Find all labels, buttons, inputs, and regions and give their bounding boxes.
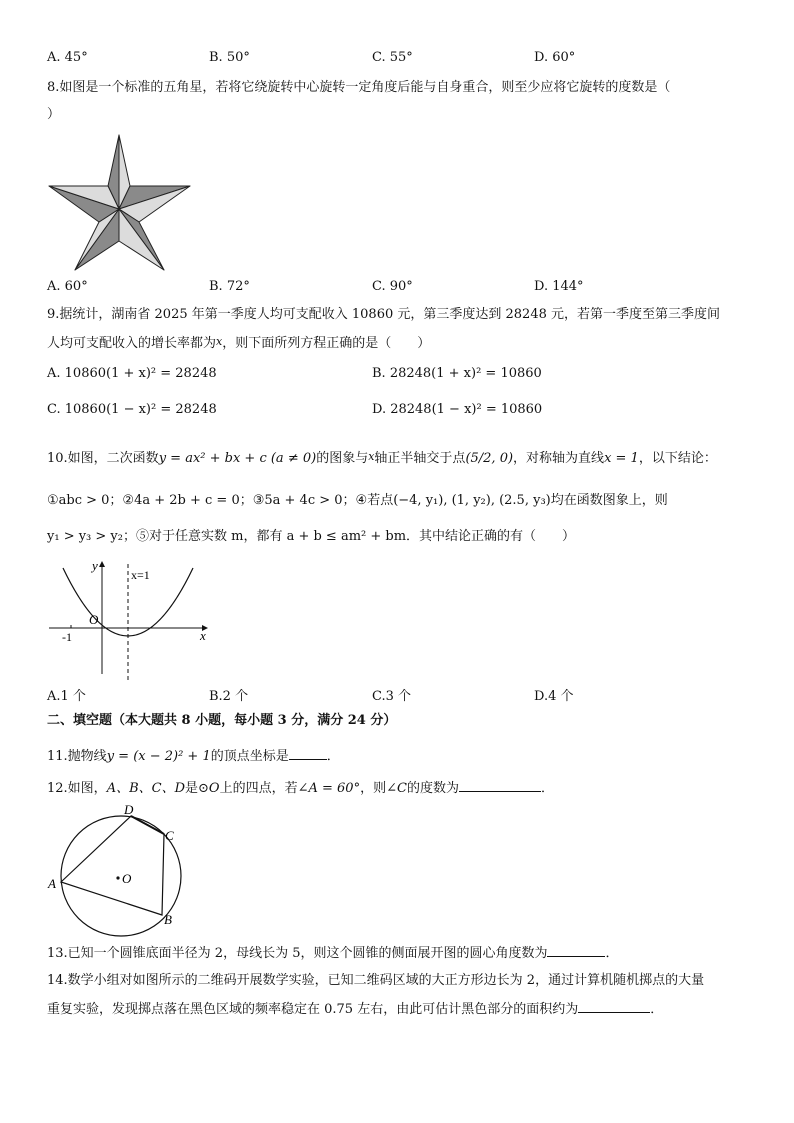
tick-label-neg1: -1 xyxy=(62,630,72,644)
q10-text-e: ，以下结论： xyxy=(638,451,717,466)
q12-end: ． xyxy=(540,781,554,796)
parabola-graph xyxy=(47,556,212,680)
q10-option-a: A.1 个 xyxy=(47,689,86,704)
q9-stem-line1: 9.据统计，湖南省 2025 年第一季度人均可支配收入 10860 元，第三季度达到 28248 元，若第一季度至第三季度间 xyxy=(47,307,720,322)
q9-stem-line2 xyxy=(47,333,430,353)
q8-option-a: A. 60° xyxy=(47,279,88,294)
q10-text-a: 10.如图，二次函数 xyxy=(47,451,159,466)
q10-stem-line3: y₁ > y₃ > y₂；⑤对于任意实数 m，都有 a + b ≤ am² + bm．其中结论正确的有（ ） xyxy=(47,529,576,544)
q12-angle-c: ∠C xyxy=(386,781,407,796)
y-axis-label: y xyxy=(92,558,98,573)
q9-variable: x xyxy=(216,335,223,348)
q10-x-var: x xyxy=(368,450,375,463)
q8-option-d: D. 144° xyxy=(534,279,584,294)
q7-option-d: D. 60° xyxy=(534,50,576,65)
q9-option-a: A. 10860(1 + x)² = 28248 xyxy=(47,366,217,381)
q14-end: ． xyxy=(650,1002,664,1017)
q8-option-c: C. 90° xyxy=(372,279,413,294)
q7-option-c: C. 55° xyxy=(372,50,413,65)
q12-answer-blank[interactable] xyxy=(459,779,541,792)
q12-points: A、B、C、D xyxy=(106,781,185,796)
q12-text-g: ，则 xyxy=(360,781,387,796)
q12-text-a: 12.如图， xyxy=(47,781,107,796)
q11-equation: y = (x − 2)² + 1 xyxy=(106,749,211,764)
q9-stem-text-a: 人均可支配收入的增长率都为 xyxy=(47,336,217,351)
q12-text-c: 是⊙ xyxy=(185,781,209,796)
q8-stem-line2: ） xyxy=(47,107,61,122)
q13-answer-blank[interactable] xyxy=(547,944,605,957)
star-figure xyxy=(47,133,193,273)
q9-option-d: D. 28248(1 − x)² = 10860 xyxy=(372,402,543,417)
q14-answer-blank[interactable] xyxy=(578,1000,650,1013)
q7-option-b: B. 50° xyxy=(209,50,250,65)
q10-option-c: C.3 个 xyxy=(372,689,412,704)
q12-angle-a: ∠A = 60° xyxy=(297,781,361,796)
q11-text-a: 11.抛物线 xyxy=(47,749,107,764)
q9-option-c: C. 10860(1 − x)² = 28248 xyxy=(47,402,217,417)
q14-text: 重复实验，发现掷点落在黑色区域的频率稳定在 0.75 左右，由此可估计黑色部分的面积约为 xyxy=(47,1002,579,1017)
q11-stem xyxy=(47,747,340,766)
q11-answer-blank[interactable] xyxy=(289,747,327,760)
q7-option-a: A. 45° xyxy=(47,50,88,65)
label-a: A xyxy=(48,876,56,891)
label-b: B xyxy=(164,912,172,927)
q12-circle-o: O xyxy=(208,781,220,796)
q10-function: y = ax² + bx + c (a ≠ 0) xyxy=(158,451,317,466)
quadrilateral-abcd xyxy=(61,816,164,915)
q8-stem-line1: 8.如图是一个标准的五角星，若将它绕旋转中心旋转一定角度后能与自身重合，则至少应将它旋转的度数是（ xyxy=(47,80,671,95)
q9-stem-text-b: ，则下面所列方程正确的是（ ） xyxy=(222,336,431,351)
q10-stem-line2: ①abc > 0；②4a + 2b + c = 0；③5a + 4c > 0；④若点(−4, y₁), (1, y₂), (2.5, y₃)均在函数图象上，则 xyxy=(47,493,668,508)
q12-stem xyxy=(47,779,554,798)
q13-stem xyxy=(47,944,619,963)
label-c: C xyxy=(165,828,174,843)
q13-text: 13.已知一个圆锥底面半径为 2，母线长为 5，则这个圆锥的侧面展开图的圆心角度数为 xyxy=(47,946,548,961)
q10-point: (5/2, 0) xyxy=(465,451,514,466)
q14-stem-line2 xyxy=(47,1000,663,1019)
q10-option-b: B.2 个 xyxy=(209,689,249,704)
q10-axis: x = 1 xyxy=(604,451,639,466)
q10-text-c: 轴正半轴交于点 xyxy=(374,451,466,466)
q13-end: ． xyxy=(605,946,619,961)
label-d: D xyxy=(124,803,134,817)
q11-end: ． xyxy=(326,749,340,764)
q14-stem-line1: 14.数学小组对如图所示的二维码开展数学实验，已知二维码区域的大正方形边长为 2，通过计算机随机掷点的大量 xyxy=(47,973,705,988)
q8-option-b: B. 72° xyxy=(209,279,250,294)
q11-text-b: 的顶点坐标是 xyxy=(210,749,289,764)
q10-stem-line1 xyxy=(47,448,717,468)
q12-text-e: 上的四点，若 xyxy=(219,781,298,796)
q12-text-i: 的度数为 xyxy=(406,781,459,796)
q10-option-d: D.4 个 xyxy=(534,689,574,704)
x-axis-label: x xyxy=(200,628,206,643)
symmetry-axis-label: x=1 xyxy=(131,568,150,582)
origin-label: O xyxy=(89,612,99,627)
label-o: O xyxy=(122,871,132,886)
section-2-heading: 二、填空题（本大题共 8 小题，每小题 3 分，满分 24 分） xyxy=(47,713,397,728)
q10-text-d: ，对称轴为直线 xyxy=(513,451,605,466)
circle-quadrilateral-figure xyxy=(44,803,194,939)
q9-option-b: B. 28248(1 + x)² = 10860 xyxy=(372,366,542,381)
q10-text-b: 的图象与 xyxy=(316,451,369,466)
